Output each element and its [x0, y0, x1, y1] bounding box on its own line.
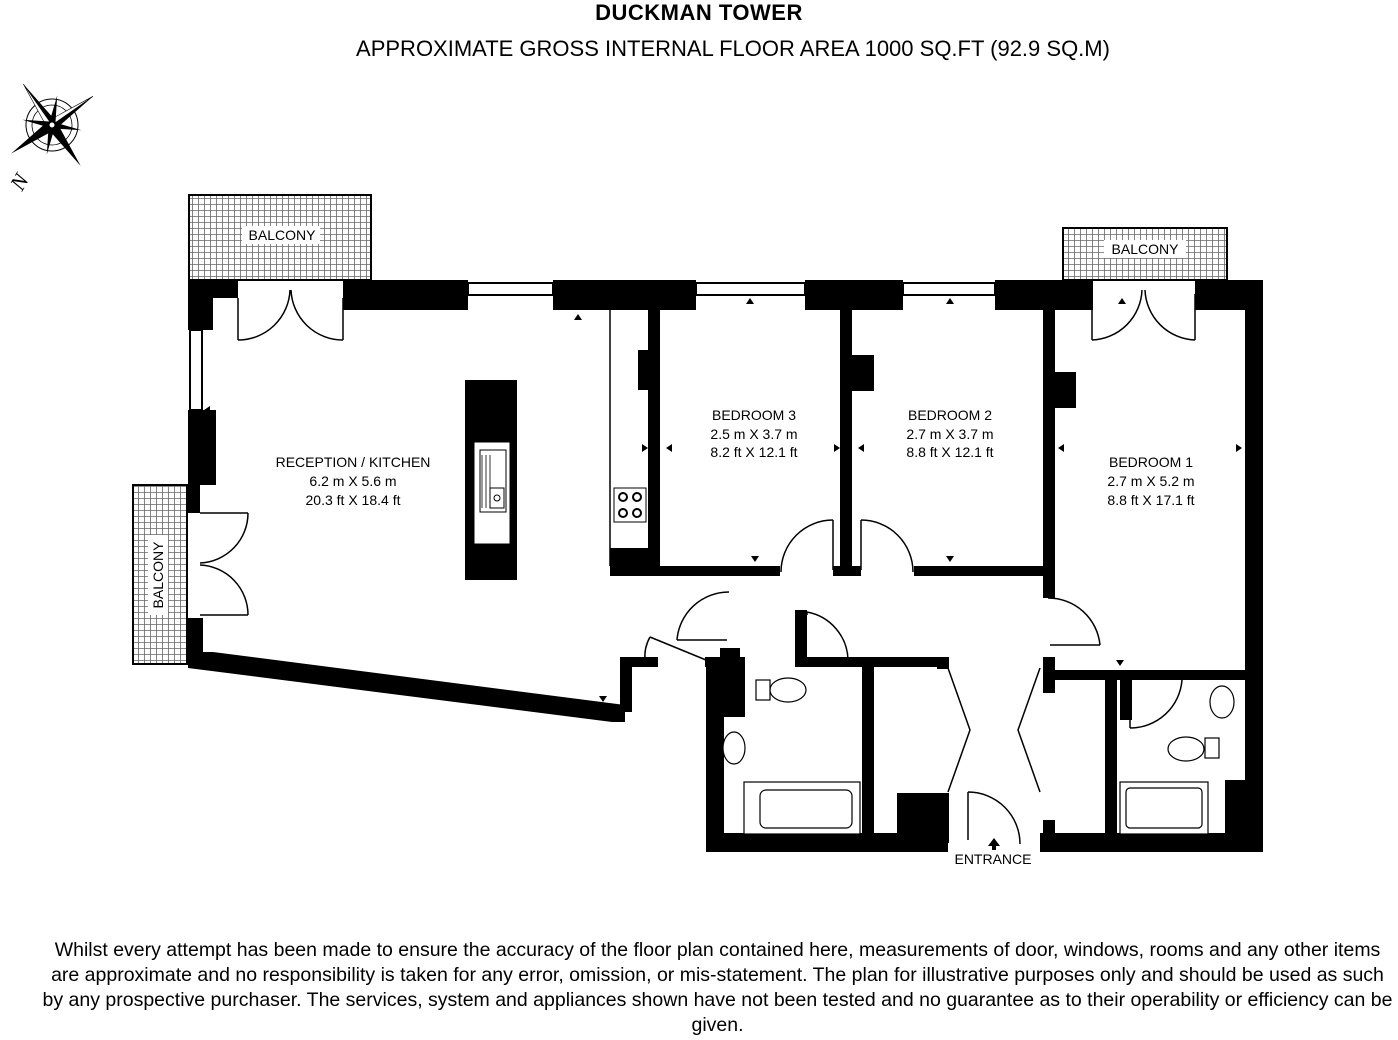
room-imperial-size: 8.8 ft X 12.1 ft	[906, 444, 994, 460]
balcony-top-left	[189, 195, 371, 280]
room-name: BEDROOM 3	[711, 407, 797, 423]
north-label: N	[4, 169, 34, 195]
interior-walls	[610, 310, 1245, 843]
room-bedroom-3	[710, 407, 797, 460]
room-imperial-size: 8.2 ft X 12.1 ft	[710, 444, 798, 460]
room-bedroom-1	[1107, 454, 1194, 508]
entrance-arrow-icon	[988, 838, 1000, 850]
kitchen-island	[465, 380, 517, 580]
room-metric-size: 6.2 m X 5.6 m	[309, 473, 397, 489]
balcony-left	[133, 485, 187, 664]
balcony-top-right	[1063, 228, 1227, 280]
room-metric-size: 2.5 m X 3.7 m	[710, 426, 798, 442]
room-metric-size: 2.7 m X 5.2 m	[1107, 473, 1195, 489]
room-metric-size: 2.7 m X 3.7 m	[906, 426, 994, 442]
disclaimer-text: Whilst every attempt has been made to ensure the accuracy of the floor plan contained here, measurements of door, windows, rooms and any other items are approximate and no responsibility is taken for any error, omission, or mis-statement. The plan for illustrative purposes only and should be used as such by any prospective purchaser. The services, system and appliances shown have not been tested and no guarantee as to their operability or efficiency can be given.	[42, 939, 1393, 1036]
room-name: BEDROOM 1	[1108, 454, 1194, 470]
room-name: RECEPTION / KITCHEN	[275, 454, 431, 470]
room-bedroom-2	[906, 407, 993, 460]
balcony-label: BALCONY	[150, 541, 166, 609]
room-reception-kitchen	[276, 454, 431, 508]
plan-title: DUCKMAN TOWER	[595, 0, 803, 25]
balcony-label: BALCONY	[248, 227, 316, 243]
room-imperial-size: 20.3 ft X 18.4 ft	[305, 492, 401, 508]
kitchen-counter	[610, 310, 646, 566]
entrance-label: ENTRANCE	[954, 851, 1032, 867]
room-name: BEDROOM 2	[907, 407, 993, 423]
balcony-label: BALCONY	[1111, 241, 1179, 257]
floor-area-subtitle: APPROXIMATE GROSS INTERNAL FLOOR AREA 1000 SQ.FT (92.9 SQ.M)	[356, 36, 1110, 61]
bathroom-fittings	[723, 678, 1234, 834]
room-imperial-size: 8.8 ft X 17.1 ft	[1107, 492, 1195, 508]
